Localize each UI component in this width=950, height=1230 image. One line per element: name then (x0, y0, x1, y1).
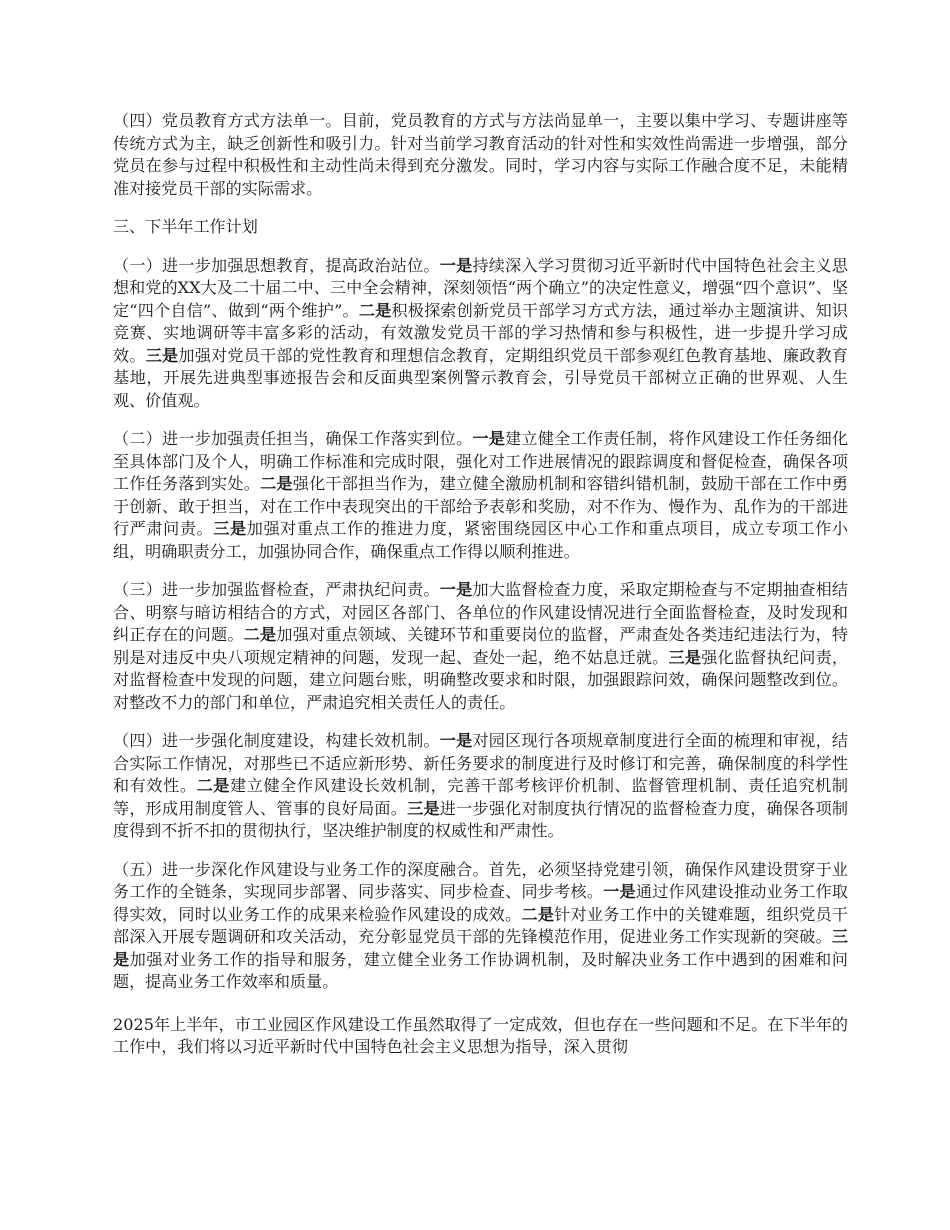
plan-item-4-lead: （四）进一步强化制度建设，构建长效机制。 (113, 731, 440, 750)
closing-paragraph: 2025年上半年，市工业园区作风建设工作虽然取得了一定成效，但也存在一些问题和不足。在下半年的工作中，我们将以习近平新时代中国特色社会主义思想为指导，深入贯彻 (113, 1014, 848, 1056)
plan-item-3-text-3: 强化监督执纪问责，对监督检查中发现的问题，建立问题台账，明确整改要求和时限，加强跟踪问效，确保问题整改到位。对整改不力的部门和单位，严肃追究相关责任人的责任。 (113, 647, 849, 712)
plan-item-1 (113, 255, 848, 413)
plan-item-2-text-2: 强化干部担当作为，建立健全激励机制和容错纠错机制，鼓励干部在工作中勇于创新、敢于担当，对在工作中表现突出的干部给予表彰和奖励，对不作为、慢作为、乱作为的干部进行严肃问责。 (113, 474, 849, 538)
plan-item-1-text-3: 加强对党员干部的党性教育和理想信念教育，定期组织党员干部参观红色教育基地、廉政教育基地，开展先进典型事迹报告会和反面典型案例警示教育会，引导党员干部树立正确的世界观、人生观、价值观。 (113, 345, 849, 410)
plan-item-4-key-1: 一是 (439, 731, 473, 750)
plan-item-1-key-2: 二是 (358, 300, 392, 320)
plan-item-4 (113, 730, 848, 843)
plan-item-4-key-2: 二是 (196, 776, 231, 795)
plan-item-5-text-1: 通过作风建设推动业务工作取得实效，同时以业务工作的成果来检验作风建设的成效。 (113, 882, 849, 924)
plan-item-2-key-3: 三是 (213, 519, 247, 538)
plan-item-3-text-1: 加大监督检查力度，采取定期检查与不定期抽查相结合、明察与暗访相结合的方式，对园区各部门、各单位的作风建设情况进行全面监督检查，及时发现和纠正存在的问题。 (113, 580, 849, 644)
plan-item-4-text-1: 对园区现行各项规章制度进行全面的梳理和审视，结合实际工作情况，对那些已不适应新形势、新任务要求的制度进行及时修订和完善，确保制度的科学性和有效性。 (113, 731, 849, 795)
plan-item-5-key-3: 三是 (113, 927, 848, 969)
plan-item-2-key-2: 二是 (260, 474, 293, 493)
plan-item-3-key-3: 三是 (668, 647, 702, 667)
plan-item-3-key-1: 一是 (439, 580, 473, 599)
plan-item-4-text-3: 进一步强化对制度执行情况的监督检查力度，确保各项制度得到不折不扣的贯彻执行，坚决维护制度的权威性和严肃性。 (113, 798, 849, 840)
plan-item-5-lead: （五）进一步深化作风建设与业务工作的深度融合。首先，必须坚持党建引领，确保作风建设贯穿于业务工作的全链条，实现同步部署、同步落实、同步检查、同步考核。 (113, 859, 848, 901)
plan-item-1-text-1: 持续深入学习贯彻习近平新时代中国特色社会主义思想和党的XX大及二十届二中、三中全会精神，深刻领悟“两个确立”的决定性意义，增强“四个意识”、坚定“四个自信”、做到“两个维护”。 (113, 255, 849, 320)
plan-item-2-lead: （二）进一步加强责任担当，确保工作落实到位。 (113, 429, 473, 448)
plan-item-5-key-1: 一是 (603, 882, 636, 901)
plan-item-3 (113, 579, 848, 714)
plan-item-2-text-3: 加强对重点工作的推进力度，紧密围绕园区中心工作和重点项目，成立专项工作小组，明确职责分工，加强协同合作，确保重点工作得以顺利推进。 (113, 519, 848, 561)
plan-item-5-key-2: 二是 (521, 904, 555, 924)
intro-paragraph: （四）党员教育方式方法单一。目前，党员教育的方式与方法尚显单一，主要以集中学习、专题讲座等传统方式为主，缺乏创新性和吸引力。针对当前学习教育活动的针对性和实效性尚需进一步增强，部分党员在参与过程中积极性和主动性尚未得到充分激发。同时，学习内容与实际工作融合度不足，未能精准对接党员干部的实际需求。 (113, 111, 848, 198)
plan-item-2 (113, 428, 848, 563)
plan-item-3-lead: （三）进一步加强监督检查，严肃执纪问责。 (113, 580, 440, 599)
plan-item-4-key-3: 三是 (407, 798, 440, 818)
plan-item-1-key-1: 一是 (439, 255, 473, 275)
plan-item-1-key-3: 三是 (145, 345, 179, 365)
document-page (113, 110, 848, 1075)
plan-item-1-text-2: 积极探索创新党员干部学习方式方法，通过举办主题演讲、知识竞赛、实地调研等丰富多彩的活动，有效激发党员干部的学习热情和参与积极性，进一步提升学习成效。 (113, 300, 848, 365)
plan-item-5 (113, 859, 848, 994)
plan-item-5-text-3: 加强对业务工作的指导和服务，建立健全业务工作协调机制，及时解决业务工作中遇到的困难和问题，提高业务工作效率和质量。 (113, 949, 848, 991)
plan-item-3-text-2: 加强对重点领域、关键环节和重要岗位的监督，严肃查处各类违纪违法行为，特别是对违反中央八项规定精神的问题，发现一起、查处一起，绝不姑息迁就。 (113, 625, 849, 667)
section-heading: 三、下半年工作计划 (113, 217, 258, 236)
plan-item-2-key-1: 一是 (472, 429, 506, 448)
plan-item-2-text-1: 建立健全工作责任制，将作风建设工作任务细化至具体部门及个人，明确工作标准和完成时限，强化对工作进展情况的跟踪调度和督促检查，确保各项工作任务落到实处。 (113, 429, 849, 493)
plan-item-5-text-2: 针对业务工作中的关键难题，组织党员干部深入开展专题调研和攻关活动，充分彰显党员干部的先锋模范作用，促进业务工作实现新的突破。 (113, 904, 849, 946)
plan-item-3-key-2: 二是 (243, 625, 277, 644)
plan-item-4-text-2: 建立健全作风建设长效机制，完善干部考核评价机制、监督管理机制、责任追究机制等，形成用制度管人、管事的良好局面。 (113, 776, 848, 818)
plan-item-1-lead: （一）进一步加强思想教育，提高政治站位。 (113, 255, 440, 275)
